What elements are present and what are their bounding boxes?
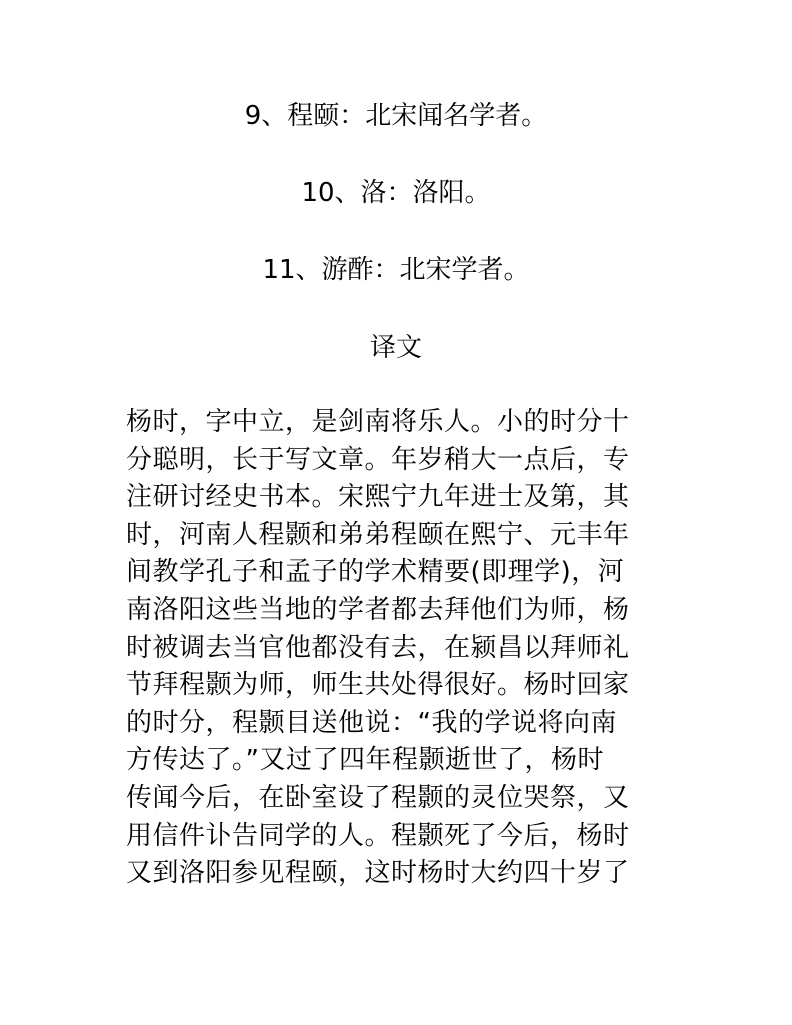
paragraph-line: 南洛阳这些当地的学者都去拜他们为师，杨 [126,594,630,625]
paragraph-line: 分聪明，长于写文章。年岁稍大一点后，专 [126,444,630,475]
annotation-note-9: 9、程颐：北宋闻名学者。 [244,101,548,131]
paragraph-line: 注研讨经史书本。宋熙宁九年进士及第，其 [126,482,630,513]
section-heading: 译文 [369,333,422,363]
paragraph-line: 杨时，字中立，是剑南将乐人。小的时分十 [126,407,630,437]
paragraph-line: 节拜程颢为师，师生共处得很好。杨时回家 [126,670,630,701]
paragraph-line: 方传达了。”又过了四年程颢逝世了，杨时 [126,745,604,776]
paragraph-line: 间教学孔子和孟子的学术精要(即理学)，河 [126,557,625,588]
paragraph-line: 时，河南人程颢和弟弟程颐在熙宁、元丰年 [126,519,630,550]
annotation-note-10: 10、洛：洛阳。 [301,178,491,208]
annotation-note-11: 11、游酢：北宋学者。 [262,255,530,285]
translation-paragraph [126,404,671,893]
paragraph-line: 的时分，程颢目送他说：“我的学说将向南 [126,707,617,738]
paragraph-line: 用信件讣告同学的人。程颢死了今后，杨时 [126,820,630,851]
paragraph-line: 时被调去当官他都没有去，在颍昌以拜师礼 [126,632,630,663]
paragraph-line: 传闻今后，在卧室设了程颢的灵位哭祭，又 [126,782,630,813]
paragraph-line: 又到洛阳参见程颐，这时杨时大约四十岁了 [126,858,630,889]
